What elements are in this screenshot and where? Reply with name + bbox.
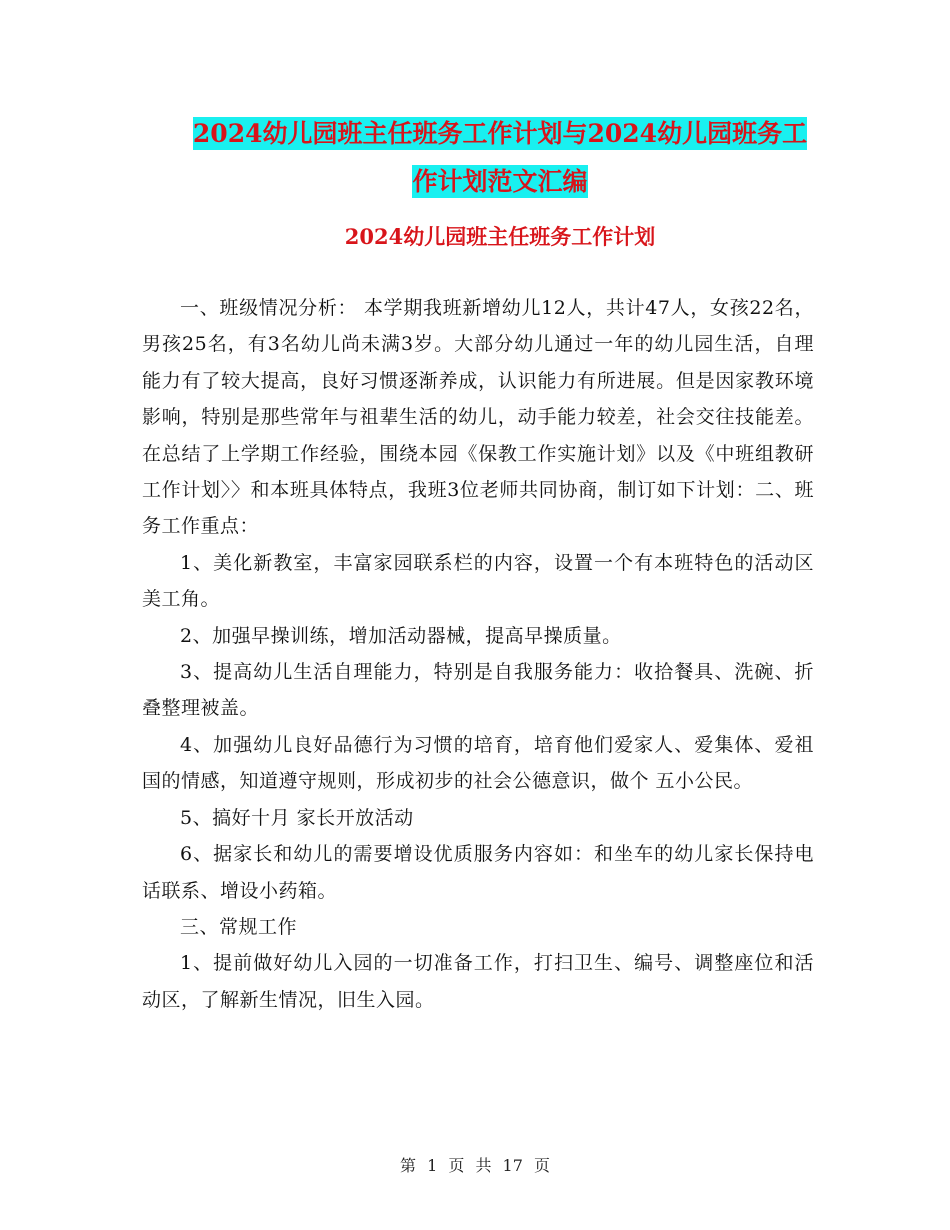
- paragraph-routine-item-1: 1、提前做好幼儿入园的一切准备工作，打扫卫生、编号、调整座位和活动区，了解新生情况，旧生入园。: [142, 952, 814, 1011]
- paragraph-class-analysis: 一、班级情况分析： 本学期我班新增幼儿12人，共计47人，女孩22名，男孩25名，有3名幼儿尚未满3岁。大部分幼儿通过一年的幼儿园生活，自理能力有了较大提高，良好习惯逐渐养成，认识能力有所进展。但是因家教环境影响，特别是那些常年与祖辈生活的幼儿，动手能力较差，社会交往技能差。在总结了上学期工作经验，围绕本园《保教工作实施计划》以及《中班组教研工作计划〉〉和本班具体特点，我班3位老师共同协商，制订如下计划：二、班务工作重点：: [142, 297, 814, 538]
- paragraph-item-2: 2、加强早操训练，增加活动器械，提高早操质量。: [180, 624, 622, 647]
- section-title: 2024幼儿园班主任班务工作计划: [344, 224, 656, 249]
- paragraph-item-4: 4、加强幼儿良好品德行为习惯的培育，培育他们爱家人、爱集体、爱祖国的情感，知道遵守规则，形成初步的社会公德意识，做个 五小公民。: [142, 733, 814, 793]
- document-body: [142, 290, 814, 1018]
- document-title-line-1: 2024幼儿园班主任班务工作计划与2024幼儿园班务工: [192, 119, 808, 148]
- document-title: [140, 110, 860, 206]
- page-number-footer: 第 1 页 共 17 页: [400, 1156, 550, 1175]
- paragraph-item-5: 5、搞好十月 家长开放活动: [180, 806, 414, 829]
- paragraph-routine-heading: 三、常规工作: [180, 915, 298, 938]
- paragraph-item-1: 1、美化新教室，丰富家园联系栏的内容，设置一个有本班特色的活动区 美工角。: [142, 551, 814, 611]
- document-title-line-2: 作计划范文汇编: [412, 167, 588, 196]
- paragraph-item-6: 6、据家长和幼儿的需要增设优质服务内容如：和坐车的幼儿家长保持电话联系、增设小药箱。: [142, 843, 814, 902]
- paragraph-item-3: 3、提高幼儿生活自理能力，特别是自我服务能力：收拾餐具、洗碗、折叠整理被盖。: [142, 661, 814, 720]
